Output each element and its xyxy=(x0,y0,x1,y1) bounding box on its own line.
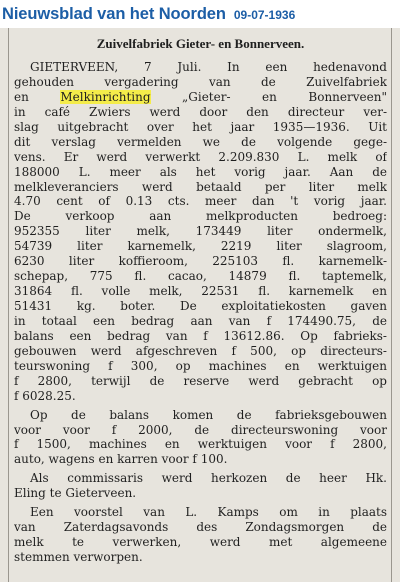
article-line: GIETERVEEN, 7 Juli. In een hedenavond xyxy=(30,60,387,74)
article-line: f 2800, terwijl de reserve werd gebracht op xyxy=(14,373,387,388)
article-paragraph xyxy=(14,471,387,501)
article-column xyxy=(8,28,392,582)
article-line: 51431 kg. boter. De exploitatiekosten gaven xyxy=(14,299,387,313)
highlighted-term: Melkinrichting xyxy=(60,89,151,104)
article-line: in totaal een bedrag aan van f 174490.75, de xyxy=(14,313,387,328)
article-line: dit verslag vermelden we de volgende gege- xyxy=(14,134,387,149)
article-line: 54739 liter karnemelk, 2219 liter slagroom, xyxy=(14,239,387,254)
article-line: gebouwen werd afgeschreven f 500, op directeurs- xyxy=(14,343,387,358)
article-line: Als commissaris werd herkozen de heer Hk. xyxy=(30,471,387,486)
article-line: De verkoop aan melkproducten bedroeg: xyxy=(14,209,387,224)
line-text: „Gieter- en Bonnerveen" xyxy=(150,89,387,104)
article-line: melkleveranciers werd betaald per liter melk xyxy=(14,179,387,194)
article-line: stemmen verworpen. xyxy=(14,550,143,564)
article-line: auto, wagens en karren voor f 100. xyxy=(14,452,228,467)
article-line xyxy=(14,90,387,105)
article-line: teurswoning f 300, op machines en werktuigen xyxy=(14,358,387,373)
newspaper-header xyxy=(2,0,295,28)
article-line: f 1500, machines en werktuigen voor f 2800, xyxy=(14,437,387,452)
article-paragraph xyxy=(14,408,387,468)
article-line: schepap, 775 fl. cacao, 14879 fl. taptemelk, xyxy=(14,269,387,284)
article-line: Een voorstel van L. Kamps om in plaats xyxy=(30,505,387,520)
line-text: en xyxy=(14,89,61,104)
article-paragraph xyxy=(14,505,387,565)
article-line: melk te verwerken, werd met algemeene xyxy=(14,535,387,550)
newspaper-title: Nieuwsblad van het Noorden xyxy=(2,5,226,23)
article-line: 4.70 cent of 0.13 cts. meer dan 't vorig jaar. xyxy=(14,194,387,209)
article-line: 188000 L. meer als het vorig jaar. Aan de xyxy=(14,164,387,179)
article-line: vens. Er werd verwerkt 2.209.830 L. melk of xyxy=(14,149,387,164)
article-line: Eling te Gieterveen. xyxy=(14,486,137,501)
article-line: van Zaterdagsavonds des Zondagsmorgen de xyxy=(14,520,387,535)
article-line: in café Zwiers werd door den directeur ver- xyxy=(14,104,387,119)
newspaper-clipping xyxy=(0,28,400,582)
publication-date: 09-07-1936 xyxy=(233,8,296,22)
article-line: voor voor f 2000, de directeurswoning voor xyxy=(14,422,387,437)
article-line: 31864 fl. volle melk, 22531 fl. karnemelk en xyxy=(14,284,387,299)
article-paragraph xyxy=(14,60,387,404)
article-line: 952355 liter melk, 173449 liter ondermelk, xyxy=(14,224,387,239)
article-line: slag uitgebracht over het jaar 1935—1936. Uit xyxy=(14,119,387,134)
article-line: Op de balans komen de fabrieksgebouwen xyxy=(30,407,387,422)
article-line: f 6028.25. xyxy=(14,388,76,403)
article-line: gehouden vergadering van de Zuivelfabriek xyxy=(14,74,387,89)
article-line: 6230 liter koffieroom, 225103 fl. karnemelk- xyxy=(14,254,387,269)
article-headline: Zuivelfabriek Gieter- en Bonnerveen. xyxy=(96,36,305,51)
article-body xyxy=(14,60,387,565)
article-line: balans een bedrag van f 13612.86. Op fabrieks- xyxy=(14,328,387,343)
